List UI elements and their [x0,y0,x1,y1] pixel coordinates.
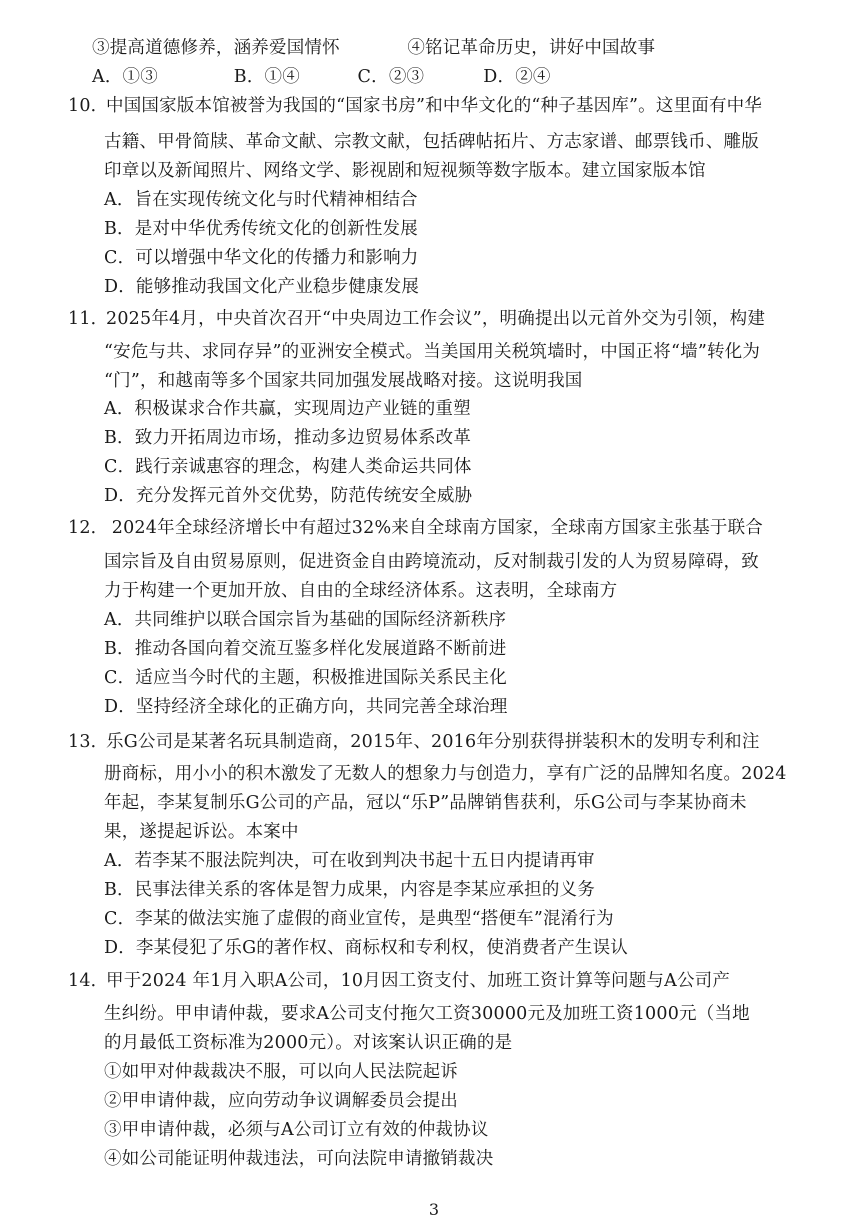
q9-statement-row [92,34,655,63]
q13-option-d: D．李某侵犯了乐G的著作权、商标权和专利权，使消费者产生误认 [104,938,629,958]
q13-option-b: B．民事法律关系的客体是智力成果，内容是李某应承担的义务 [104,880,595,900]
q9-statement-3: ③提高道德修养，涵养爱国情怀 [92,38,340,58]
q14-statement-4: ④如公司能证明仲裁违法，可向法院申请撤销裁决 [104,1149,494,1169]
q11-option-b: B．致力开拓周边市场，推动多边贸易体系改革 [104,428,472,448]
question-number: 12． [68,518,109,538]
q11-stem-line-3: “门”，和越南等多个国家共同加强发展战略对接。这说明我国 [104,371,583,391]
q11-option-a: A．积极谋求合作共赢，实现周边产业链的重塑 [104,399,471,419]
q9-option-c: C．②③ [357,67,425,87]
q13-option-a: A．若李某不服法院判决，可在收到判决书起十五日内提请再审 [104,851,595,871]
q13-stem-line-2: 册商标，用小小的积木激发了无数人的想象力与创造力，享有广泛的品牌知名度。2024 [104,764,787,784]
q12-option-d: D．坚持经济全球化的正确方向，共同完善全球治理 [104,697,508,717]
q9-option-a: A．①③ [92,67,158,87]
question-number: 10． [68,96,109,116]
q13-stem-line-4: 果，遂提起诉讼。本案中 [104,822,299,842]
question-number: 11． [68,309,109,329]
q14-statement-1: ①如甲对仲裁裁决不服，可以向人民法院起诉 [104,1062,458,1082]
q11-option-c: C．践行亲诚惠容的理念，构建人类命运共同体 [104,457,472,477]
q10-option-d: D．能够推动我国文化产业稳步健康发展 [104,277,420,297]
question-number: 13． [68,732,109,752]
q14-stem-line-2: 生纠纷。甲申请仲裁，要求A公司支付拖欠工资30000元及加班工资1000元（当地 [104,1004,750,1024]
q12-stem-line-2: 国宗旨及自由贸易原则，促进资金自由跨境流动，反对制裁引发的人为贸易障碍，致 [104,552,759,572]
q13-option-c: C．李某的做法实施了虚假的商业宣传，是典型“搭便车”混淆行为 [104,909,614,929]
q9-statement-4: ④铭记革命历史，讲好中国故事 [407,38,656,58]
q11-stem-line-2: “安危与共、求同存异”的亚洲安全模式。当美国用关税筑墙时，中国正将“墙”转化为 [104,342,761,362]
q10-option-a: A．旨在实现传统文化与时代精神相结合 [104,190,418,210]
q11-stem-line-1: 11．2025年4月，中央首次召开“中央周边工作会议”，明确提出以元首外交为引领，构建 [68,305,765,334]
q12-option-c: C．适应当今时代的主题，积极推进国际关系民主化 [104,668,507,688]
q9-option-d: D．②④ [483,67,551,87]
q11-option-d: D．充分发挥元首外交优势，防范传统安全威胁 [104,486,473,506]
q12-stem-line-3: 力于构建一个更加开放、自由的全球经济体系。这表明，全球南方 [104,581,618,601]
q12-option-a: A．共同维护以联合国宗旨为基础的国际经济新秩序 [104,610,507,630]
q14-stem-line-3: 的月最低工资标准为2000元）。对该案认识正确的是 [104,1033,513,1053]
q10-stem-line-1: 10．中国国家版本馆被誉为我国的“国家书房”和中华文化的“种子基因库”。这里面有中华 [68,92,762,121]
q10-option-b: B．是对中华优秀传统文化的创新性发展 [104,219,418,239]
page-number: 3 [428,1200,440,1219]
q13-stem-line-3: 年起，李某复制乐G公司的产品，冠以“乐P”品牌销售获利，乐G公司与李某协商未 [104,793,747,813]
q10-stem-line-2: 古籍、甲骨简牍、革命文献、宗教文献，包括碑帖拓片、方志家谱、邮票钱币、雕版 [104,132,759,152]
q14-statement-2: ②甲申请仲裁，应向劳动争议调解委员会提出 [104,1091,458,1111]
q10-option-c: C．可以增强中华文化的传播力和影响力 [104,248,419,268]
q14-statement-3: ③甲申请仲裁，必须与A公司订立有效的仲裁协议 [104,1120,489,1140]
q13-stem-line-1: 13．乐G公司是某著名玩具制造商，2015年、2016年分别获得拼装积木的发明专利和注 [68,728,760,757]
q9-options-row [92,63,551,92]
q14-stem-line-1: 14．甲于2024 年1月入职A公司，10月因工资支付、加班工资计算等问题与A公司产 [68,967,730,996]
question-number: 14． [68,971,109,991]
q12-option-b: B．推动各国向着交流互鉴多样化发展道路不断前进 [104,639,507,659]
q9-option-b: B．①④ [233,67,300,87]
q10-stem-line-3: 印章以及新闻照片、网络文学、影视剧和短视频等数字版本。建立国家版本馆 [104,161,706,181]
q12-stem-line-1: 12． 2024年全球经济增长中有超过32%来自全球南方国家，全球南方国家主张基于联合 [68,514,763,543]
